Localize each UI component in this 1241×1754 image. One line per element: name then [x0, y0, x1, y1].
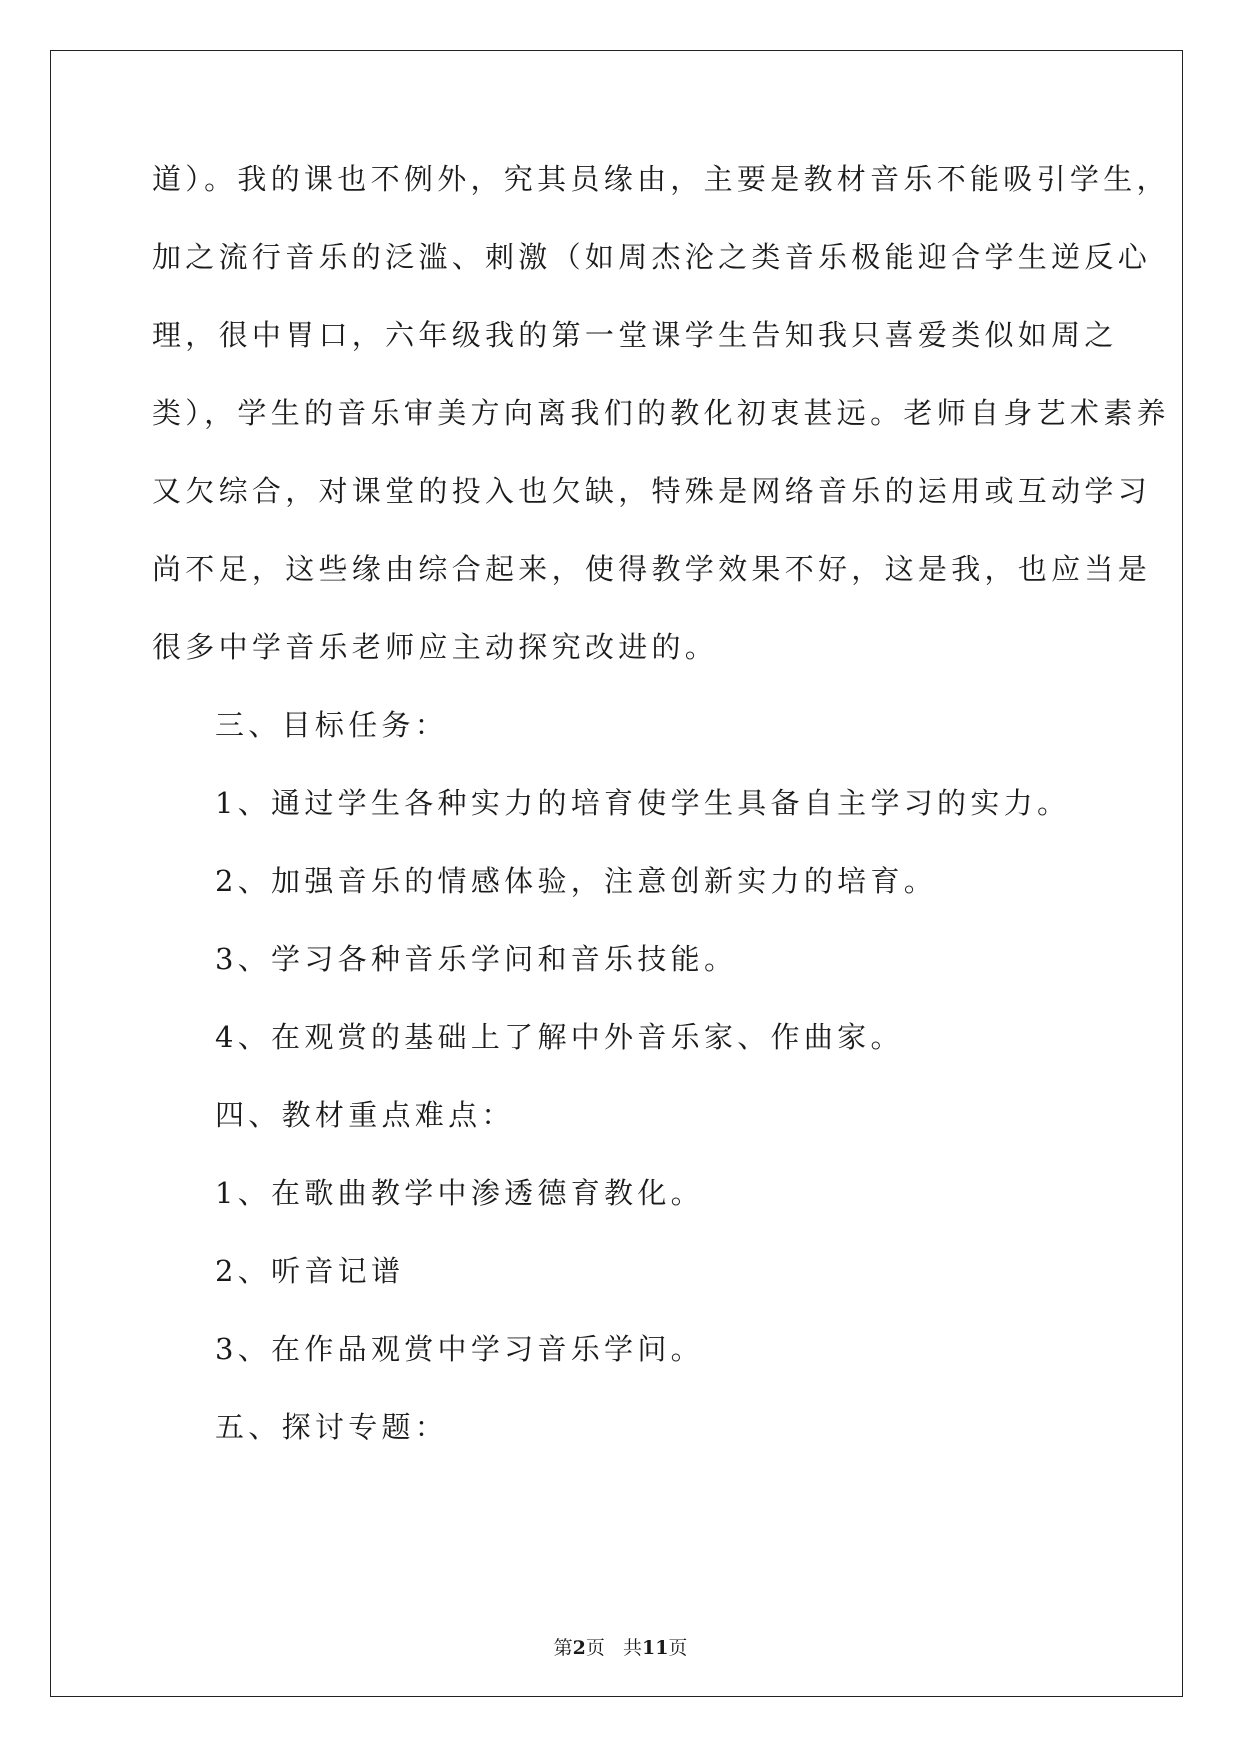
- list-item: 1、通过学生各种实力的培育使学生具备自主学习的实力。: [215, 786, 1071, 820]
- paragraph-line: 很多中学音乐老师应主动探究改进的。: [152, 630, 719, 664]
- page-footer: [0, 1636, 1241, 1660]
- paragraph-line: 道）。我的课也不例外，究其员缘由，主要是教材音乐不能吸引学生，: [152, 162, 1170, 196]
- paragraph-line: 又欠综合，对课堂的投入也欠缺，特殊是网络音乐的运用或互动学习: [152, 474, 1152, 508]
- list-item: 4、在观赏的基础上了解中外音乐家、作曲家。: [215, 1020, 904, 1054]
- list-item: 2、加强音乐的情感体验，注意创新实力的培育。: [215, 864, 938, 898]
- list-item: 1、在歌曲教学中渗透德育教化。: [215, 1176, 704, 1210]
- document-body: [152, 160, 1170, 1486]
- footer-page-suffix: 页: [585, 1637, 605, 1659]
- footer-total-suffix: 页: [668, 1637, 688, 1659]
- paragraph-line: 理，很中胃口，六年级我的第一堂课学生告知我只喜爱类似如周之: [152, 318, 1118, 352]
- section-heading-goals: 三、目标任务：: [215, 708, 449, 742]
- section-heading-topics: 五、探讨专题：: [215, 1410, 449, 1444]
- section-heading-key-points: 四、教材重点难点：: [215, 1098, 515, 1132]
- current-page-number: 2: [572, 1637, 586, 1659]
- paragraph-line: 类），学生的音乐审美方向离我们的教化初衷甚远。老师自身艺术素养: [152, 396, 1170, 430]
- footer-prefix: 第: [553, 1637, 573, 1659]
- paragraph-line: 加之流行音乐的泛滥、刺激（如周杰沦之类音乐极能迎合学生逆反心: [152, 240, 1152, 274]
- paragraph-line: 尚不足，这些缘由综合起来，使得教学效果不好，这是我，也应当是: [152, 552, 1152, 586]
- total-page-count: 11: [641, 1637, 669, 1659]
- list-item: 3、在作品观赏中学习音乐学问。: [215, 1332, 704, 1366]
- footer-total-prefix: 共: [622, 1637, 642, 1659]
- list-item: 3、学习各种音乐学问和音乐技能。: [215, 942, 738, 976]
- list-item: 2、听音记谱: [215, 1254, 405, 1288]
